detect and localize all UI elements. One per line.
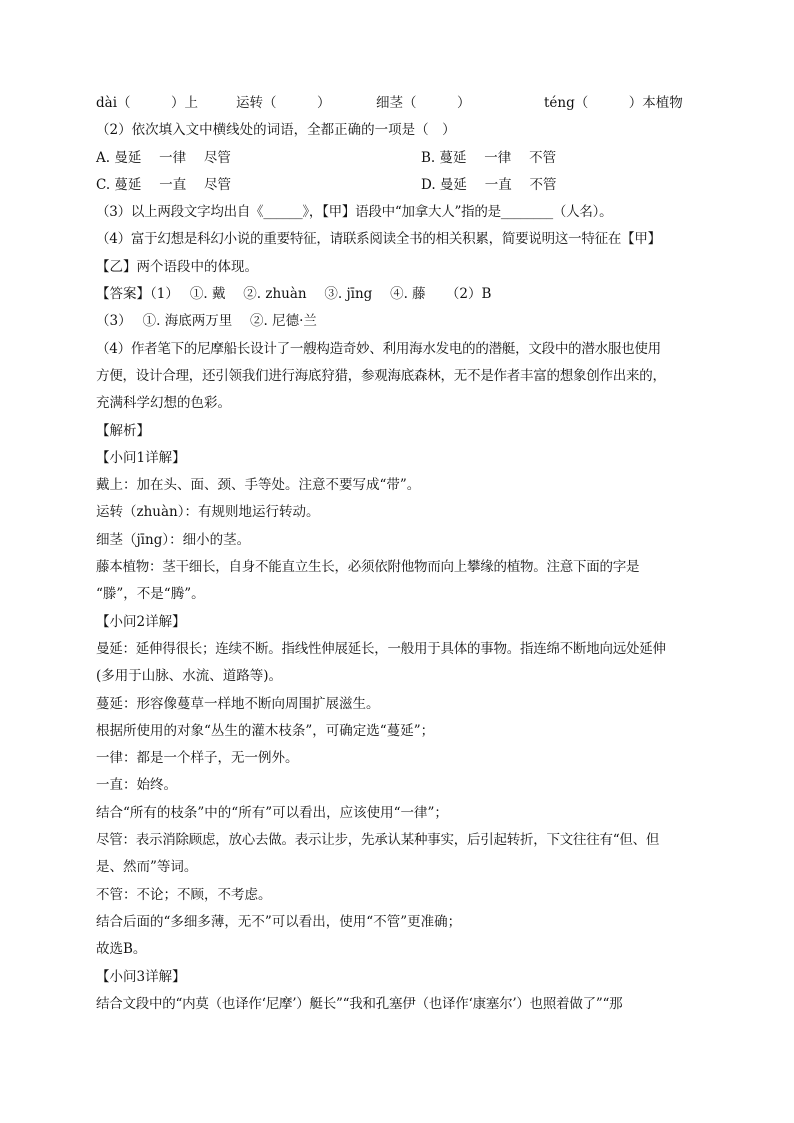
q1-blanks-row	[96, 90, 704, 117]
option-b: B. 蔓延 一律 不管	[421, 149, 557, 166]
analysis-line: 一律：都是一个样子，无一例外。	[96, 750, 299, 767]
analysis-line: 结合文段中的“内莫（也译作‘尼摩’）艇长”“我和孔塞伊（也译作‘康塞尔’）也照着做了”“那	[96, 995, 623, 1012]
analysis-line: 不管：不论；不顾，不考虑。	[96, 886, 272, 903]
answer-line1: 【答案】（1） ①. 戴 ②. zhuàn ③. jīng ④. 藤 （2）B	[96, 286, 492, 303]
analysis-line: 尽管：表示消除顾虑，放心去做。表示让步，先承认某种事实，后引起转折，下文往往有“但、但	[96, 832, 660, 849]
analysis-line: 藤本植物：茎干细长，自身不能直立生长，必须依附他物而向上攀缘的植物。注意下面的字是	[96, 559, 640, 576]
subquestion-2-heading: 【小问2详解】	[96, 613, 186, 630]
analysis-line: 细茎（jīng）：细小的茎。	[96, 531, 251, 548]
analysis-line: 根据所使用的对象“丛生的灌木枝条”，可确定选“蔓延”；	[96, 722, 435, 739]
q2-stem: （2）依次填入文中横线处的词语，全都正确的一项是（ ）	[96, 122, 456, 139]
analysis-line: 运转（zhuàn）：有规则地运行转动。	[96, 504, 320, 521]
answer-line2: （3） ①. 海底两万里 ②. 尼德·兰	[96, 313, 317, 330]
q4-stem-line1: （4）富于幻想是科幻小说的重要特征，请联系阅读全书的相关积累，简要说明这一特征在【甲】	[96, 231, 661, 248]
analysis-line: (多用于山脉、水流、道路等)。	[96, 668, 283, 685]
subquestion-3-heading: 【小问3详解】	[96, 968, 186, 985]
blank-dai: dài（ ）上	[96, 95, 199, 111]
document-page	[96, 90, 704, 1018]
analysis-line: 曼延：延伸得很长；连续不断。指线性伸展延长，一般用于具体的事物。指连绵不断地向远处延伸	[96, 640, 666, 657]
subquestion-1-heading: 【小问1详解】	[96, 449, 186, 466]
blank-teng: téng（ ）本植物	[544, 95, 683, 111]
analysis-line: 一直：始终。	[96, 777, 177, 794]
q4-stem-line2: 【乙】两个语段中的体现。	[96, 258, 258, 275]
q2-options-cd	[96, 172, 704, 199]
option-c: C. 蔓延 一直 尽管	[96, 176, 232, 193]
blank-xijing: 细茎（ ）	[376, 95, 471, 111]
answer-line3: （4）作者笔下的尼摩船长设计了一艘构造奇妙、利用海水发电的的潜艇，文段中的潜水服也使用	[96, 340, 661, 357]
analysis-line: 戴上：加在头、面、颈、手等处。注意不要写成“带”。	[96, 477, 421, 494]
analysis-line: 结合“所有的枝条”中的“所有”可以看出，应该使用“一律”；	[96, 804, 448, 821]
blank-yunzhuan: 运转（ ）	[236, 95, 331, 111]
q2-options-ab	[96, 145, 704, 172]
q3-stem: （3）以上两段文字均出自《______》，【甲】语段中“加拿大人”指的是________（人名）。	[96, 204, 613, 221]
analysis-line: 故选B。	[96, 941, 147, 958]
answer-line4: 方便，设计合理，还引领我们进行海底狩猎，参观海底森林，无不是作者丰富的想象创作出来的，	[96, 367, 666, 384]
answer-line5: 充满科学幻想的色彩。	[96, 395, 231, 412]
analysis-heading: 【解析】	[96, 422, 150, 439]
analysis-line: “滕”，不是“腾”。	[96, 586, 205, 603]
analysis-line: 结合后面的“多细多薄，无不”可以看出，使用“不管”更准确；	[96, 913, 462, 930]
analysis-line: 蔓延：形容像蔓草一样地不断向周围扩展滋生。	[96, 695, 380, 712]
analysis-line: 是、然而”等词。	[96, 859, 198, 876]
option-d: D. 曼延 一直 不管	[421, 176, 557, 193]
option-a: A. 曼延 一律 尽管	[96, 149, 231, 166]
